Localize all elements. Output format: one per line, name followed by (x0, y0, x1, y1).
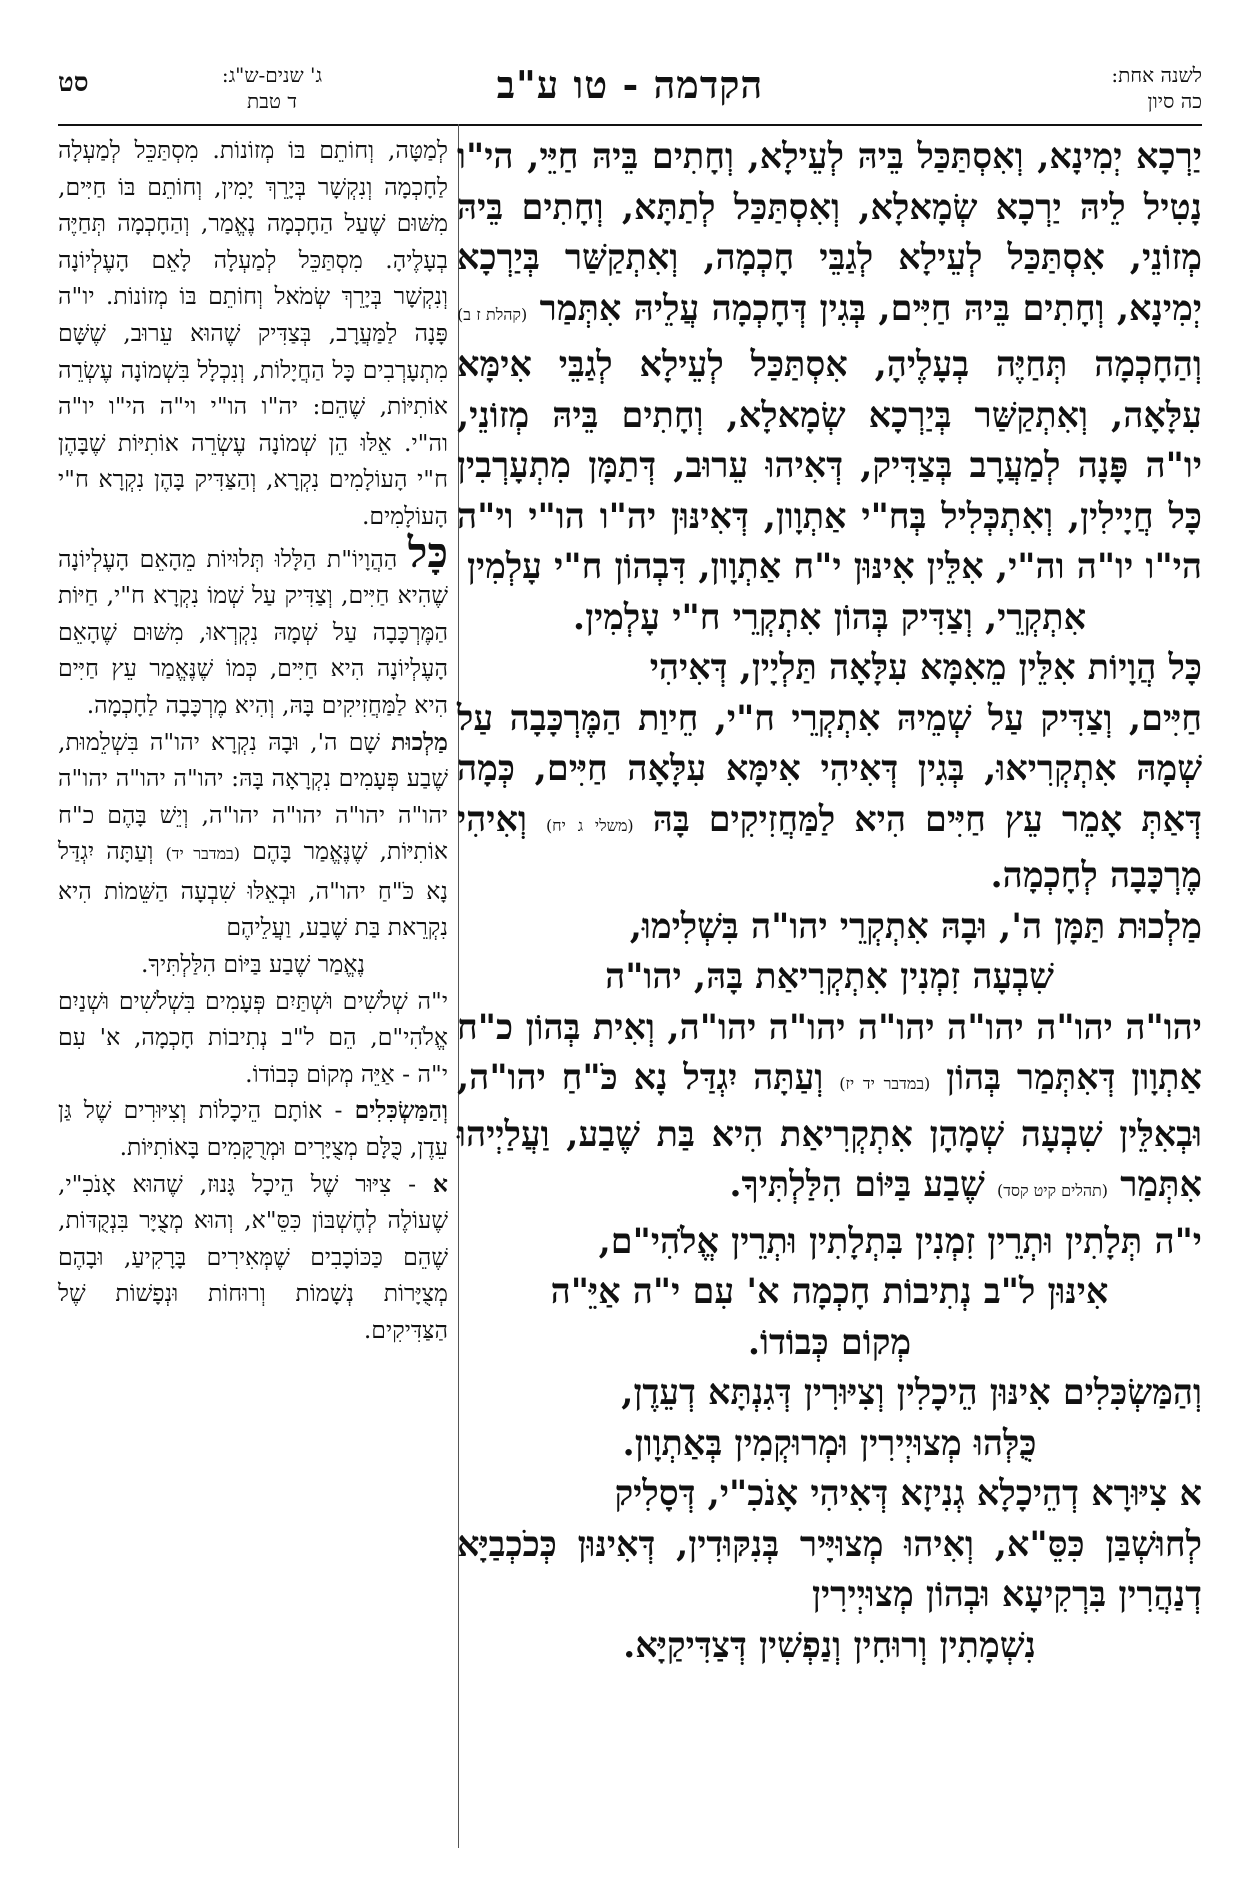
header-left-line1: ג' שנים-ש"ג: (221, 63, 323, 87)
dibbur-hamatchil: וְהַמַּשְׂכִּלִים (354, 1096, 448, 1125)
commentary-paragraph: נֶאֱמַר שֶׁבַע בַּיּוֹם הִלַּלְתִּיךָ. (140, 950, 366, 979)
scripture-reference: (במדבר יד יז) (839, 1074, 931, 1093)
main-text: וְעַתָּה יִגְדַּל נָא כֹּ"חַ יהו"ה, וּבְאִלֵּין שִׁבְעָה שְׁמָהָן אִתְקְרִיאַת הִיא בַּת שֶׁבַע, וַעֲלַיְיהוּ אִתְּמַר (457, 1057, 1202, 1205)
main-text-column (457, 132, 1202, 1671)
commentary-text: הַהֲוָיוֹ"ת הַלָּלוּ תְּלוּיוֹת מֵהָאֵם הָעֶלְיוֹנָה שֶׁהִיא חַיִּים, וְצַדִּיק עַל שְׁמוֹ נִקְרָא ח"י, חַיּוֹת הַמֶּרְכָּבָה עַל שְׁמָהּ נִקְרְאוּ, מִשּׁוּם שֶׁהָאֵם הָעֶלְיוֹנָה הִיא חַיִּים, כְּמוֹ שֶׁנֶּאֱמַר עֵץ חַיִּים הִיא לַמַּחֲזִיקִים בָּהּ, וְהִיא מֶרְכָּבָה לַחָכְמָה. (58, 544, 448, 719)
commentary-text: וְעַתָּה יִגְדַּל נָא כֹּ"חַ יהו"ה, וּבְאֵלּוּ שִׁבְעָה הַשֵּׁמוֹת הִיא נִקְרֵאת בַּת שֶׁבַע, וַעֲלֵיהֶם (58, 837, 448, 942)
header-right-line1: לשנה אחת: (1111, 63, 1202, 87)
main-paragraph: מְקוֹם כְּבוֹדוֹ. (747, 1321, 912, 1363)
main-paragraph (457, 643, 1202, 694)
dibbur-hamatchil: מַלְכוּת (391, 727, 448, 756)
main-paragraph (457, 1003, 1202, 1217)
commentary-text: - אוֹתָם הֵיכָלוֹת וְצִיּוּרִים שֶׁל גַּן עֵדֶן, כֻּלָּם מְצֻיָּרִים וּמְרֻקָּמִים בָּאוֹתִיּוֹת. (58, 1096, 448, 1162)
main-paragraph: נִשְׁמָתִין וְרוּחִין וְנַפְשִׁין דְּצַדִּיקַיָּא. (623, 1624, 1036, 1666)
scripture-reference: (במדבר יד) (165, 844, 241, 864)
scripture-reference: (קהלת ז ב) (457, 304, 528, 324)
commentary-paragraph (58, 724, 448, 947)
dibbur-hamatchil: כָּל (407, 527, 448, 577)
main-paragraph: כֻּלְּהוּ מְצוּיְירִין וּמְרוּקְמִין בְּאַתְוָון. (622, 1422, 1037, 1464)
header-right-line2: כה סיון (1147, 89, 1202, 113)
commentary-paragraph (58, 1166, 448, 1349)
main-paragraph: שִׁבְעָה זִמְנִין אִתְקְרִיאַת בָּהּ, יהו"ה (605, 956, 1054, 997)
commentary-paragraph (58, 527, 448, 724)
commentary-paragraph (58, 1092, 448, 1165)
main-text: חַיִּים, וְצַדִּיק עַל שְׁמֵיהּ אִתְקְרֵי ח"י, חֵיוַת הַמֶּרְכָּבָה עַל שְׁמָהּ אִתְקְרִיאוּ, בְּגִין דְּאִיהִי אִימָּא עִלָּאָה חַיִּים, כְּמָה דְּאַתְּ אָמֵר עֵץ חַיִּים הִיא לַמַּחֲזִיקִים בָּהּ (457, 697, 1203, 840)
main-text: וְאִיהִי מֶרְכָּבָה לְחָכְמָה. (457, 798, 1202, 896)
main-paragraph: מַלְכוּת תַּמָּן ה', וּבָהּ אִתְקְרֵי יהו"ה בִּשְׁלִימוּ, (629, 905, 1202, 947)
header-rule (58, 124, 1202, 126)
main-text: יַרְכָא יְמִינָא, וְאִסְתַּכַּל בֵּיהּ לְעֵילָא, וְחָתִים בֵּיהּ חַיֵּי, הי"ו נָטִיל לֵיהּ יַרְכָא שְׂמָאלָא, וְאִסְתַּכַּל לְתַתָּא, וְחָתִים בֵּיהּ מְזוֹנֵי, אִסְתַּכַּל לְעֵילָא לְגַבֵּי חָכְמָה, וְאִתְקַשַּׁר בְּיַרְכָא יְמִינָא, וְחָתִים בֵּיהּ חַיִּים, בְּגִין דְּחָכְמָה עֲלֵיהּ אִתְּמַר (457, 136, 1203, 329)
header-left-line2: ד טבת (247, 89, 297, 113)
main-paragraph: י"ה תְּלָתִין וּתְרֵין זִמְנִין בִּתְלָתִין וּתְרֵין אֱלֹהִי"ם, (598, 1220, 1202, 1262)
page-number: סט (58, 68, 89, 98)
scripture-reference: (תהלים קיט קסד) (996, 1181, 1109, 1200)
main-text: כָּל הֲוָיוֹת אִלֵּין מֵאִמָּא עִלָּאָה תַּלְיָין, דְּאִיהִי (649, 647, 1202, 688)
main-paragraph: א צִיּוּרָא דְהֵיכָלָא גְנִיזָא דְּאִיהִי אָנֹכִ"י, דְּסָלִיק (614, 1473, 1202, 1514)
main-text: וְהַחָכְמָה תְּחַיֶּה בְעָלֶיהָ, אִסְתַּכַּל לְעֵילָא לְגַבֵּי אִימָּא עִלָּאָה, וְאִתְקַשַּׁר בְּיַרְכָא שְׂמָאלָא, וְחָתִים בֵּיהּ מְזוֹנֵי, יו"ה פָּנָה לְמַעֲרָב בְּצַדִּיק, דְּאִיהוּ עֵרוּב, דְּתַמָּן מִתְעָרְבִין כָּל חֲיָילִין, וְאִתְכְּלִיל בְּח"י אַתְוָון, דְּאִינּוּן יה"ו הו"י וי"ה הי"ו יו"ה וה"י, אִלֵּין אִינּוּן י"ח אַתְוָון, דִּבְהוֹן ח"י עָלְמִין (457, 344, 1202, 587)
page-title: הקדמה - טו ע"ב (496, 62, 764, 107)
commentary-text: שָׁם ה', וּבָהּ נִקְרָא יהו"ה בִּשְׁלֵמוּת, שֶׁבַע פְּעָמִים נִקְרָאָה בָּהּ: יהו"ה יהו"ה יהו"ה יהו"ה יהו"ה יהו"ה יהו"ה, וְיֵשׁ בָּהֶם כ"ח אוֹתִיּוֹת, שֶׁנֶּאֱמַר בָּהֶם (58, 727, 448, 866)
main-paragraph: לְחוּשְׁבַּן כִּסֵּ"א, וְאִיהוּ מְצוּיָּיר בְּנִקּוּדִין, דְּאִינּוּן כְּכֹכְבַיָּא דְנַהֲרִין בִּרְקִיעָא וּבְהוֹן מְצוּיְירִין (457, 1523, 1202, 1615)
main-paragraph (457, 694, 1202, 902)
main-paragraph (457, 132, 1202, 593)
commentary-column (58, 132, 448, 1349)
main-text: יהו"ה יהו"ה יהו"ה יהו"ה יהו"ה יהו"ה, וְאִית בְּהוֹן כ"ח אַתְוָון דְּאִתְּמַר בְּהוֹן (457, 1006, 1203, 1098)
scripture-reference: (משלי ג יח) (545, 815, 634, 835)
main-paragraph: אִתְקְרֵי, וְצַדִּיק בְּהוֹן אִתְקְרֵי ח"י עָלְמִין. (572, 596, 1087, 638)
page-header (58, 62, 1202, 124)
commentary-text: - צִיּוּר שֶׁל הֵיכָל גָּנוּז, שֶׁהוּא אָנֹכִ"י, שֶׁעוֹלֶה לְחֶשְׁבּוֹן כִּסֵּ"א, וְהוּא מְצֻיָּר בִּנְקֻדּוֹת, שֶׁהֵם כַּכּוֹכָבִים שֶׁמְּאִירִים בָּרָקִיעַ, וּבָהֶם מְצֻיָּרוֹת נְשָׁמוֹת וְרוּחוֹת וּנְפָשׁוֹת שֶׁל הַצַּדִּיקִים. (58, 1169, 448, 1344)
commentary-paragraph: י"ה שְׁלֹשִׁים וּשְׁתַּיִם פְּעָמִים בִּשְׁלֹשִׁים וּשְׁנַיִם אֱלֹהִי"ם, הֵם ל"ב נְתִיבוֹת חָכְמָה, א' עִם י"ה - אַיֵּה מְקוֹם כְּבוֹדוֹ. (58, 986, 448, 1088)
commentary-paragraph: לְמַטָּה, וְחוֹתֵם בּוֹ מְזוֹנוֹת. מִסְתַּכֵּל לְמַעְלָה לַחָכְמָה וְנִקְשָׁר בְּיָרֵךְ יָמִין, וְחוֹתֵם בּוֹ חַיִּים, מִשּׁוּם שֶׁעַל הַחָכְמָה נֶאֱמַר, וְהַחָכְמָה תְּחַיֶּה בְעָלֶיהָ. מִסְתַּכֵּל לְמַעְלָה לָאֵם הָעֶלְיוֹנָה וְנִקְשָׁר בְּיָרֵךְ שְׂמֹאל וְחוֹתֵם בּוֹ מְזוֹנוֹת. יו"ה פָּנָה לַמַּעֲרָב, בְּצַדִּיק שֶׁהוּא עֵרוּב, שֶׁשָּׁם מִתְעָרְבִים כָּל הַחֲיָלוֹת, וְנִכְלָל בִּשְׁמוֹנָה עֶשְׂרֵה אוֹתִיּוֹת, שֶׁהֵם: יה"ו הו"י וי"ה הי"ו יו"ה וה"י. אֵלּוּ הֵן שְׁמוֹנָה עֶשְׂרֵה אוֹתִיּוֹת שֶׁבָּהֶן ח"י הָעוֹלָמִים נִקְרָא, וְהַצַּדִּיק בָּהֶן נִקְרָא ח"י הָעוֹלָמִים. (58, 136, 448, 530)
main-paragraph: אִינּוּן ל"ב נְתִיבוֹת חָכְמָה א' עִם י"ה אַיֵּ"ה (550, 1271, 1109, 1312)
header-right-schedule (1002, 62, 1202, 114)
main-text: שֶׁבַע בַּיּוֹם הִלַּלְתִּיךָ. (729, 1164, 985, 1205)
dibbur-hamatchil: א (432, 1169, 448, 1198)
main-paragraph: וְהַמַּשְׂכִּלִים אִינּוּן הֵיכָלִין וְצִיּוּרִין דְּגִנְתָּא דְעֵדֶן, (621, 1372, 1202, 1413)
